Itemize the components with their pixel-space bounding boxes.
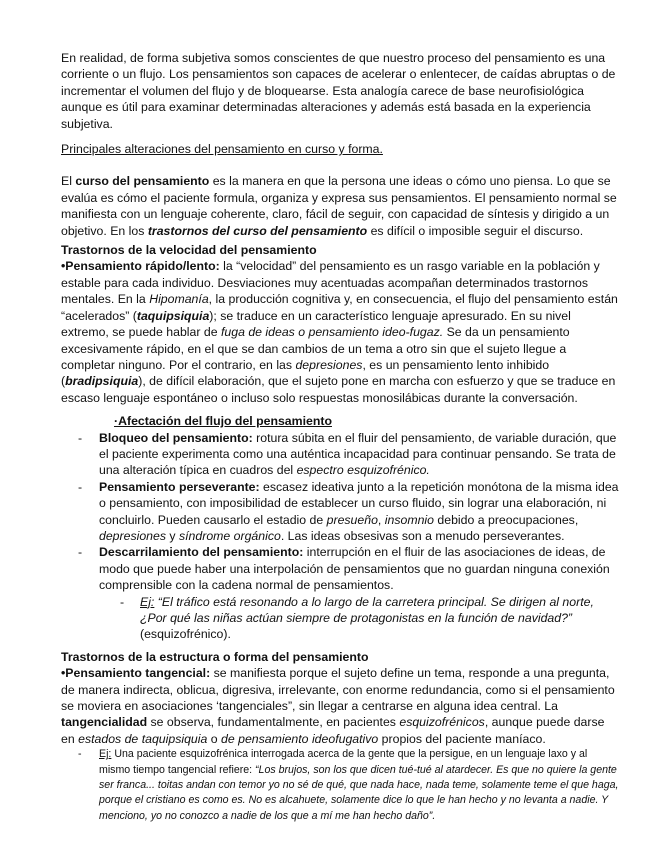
tangencial-example-quote: “Los brujos, son los que dicen tué-tué al atardecer. Es que no quiere la gente ser franca... toitas andan con temor yo no sé de qué, que nada hace, nada teme, solamente teme el que haga, porque el cristiano es como es. No es alcahuete, solamente dice lo que le han hecho y no levanta a nadie. Y menciono, yo no conozco a nadie de los que a mí me han hecho daño”. <box>99 763 619 822</box>
flujo-heading <box>61 413 621 429</box>
forma-italic-2: estados de taquipsiquia <box>78 731 208 746</box>
section-title: Principales alteraciones del pensamiento en curso y forma. <box>61 142 383 157</box>
velocidad-bold-lead: •Pensamiento rápido/lento: <box>61 259 220 274</box>
forma-heading: Trastornos de la estructura o forma del pensamiento <box>61 649 369 664</box>
document-page <box>61 50 621 824</box>
forma-example-list <box>61 747 621 824</box>
intro-paragraph: En realidad, de forma subjetiva somos conscientes de que nuestro proceso del pensamiento es una corriente o un flujo. Los pensamientos son capaces de acelerar o enlentecer, de caídas abruptas o de incrementar el volumen del flujo y de bloquearse. Esta analogía carece de base neurofisiológica aunque es útil para examinar determinadas alteraciones y además está basada en la experiencia subjetiva. <box>61 51 616 131</box>
forma-text-1: se manifiesta porque el sujeto define un tema, responde a una pregunta, de manera indirecta, oblicua, digresiva, irrelevante, con enorme redundancia, como si el pensamiento se moviera en asociaciones ‘tangenciales”, sin llegar a centrarse en alguna idea central. La <box>61 666 615 714</box>
list-item-tangencial-example <box>61 747 621 824</box>
flujo-list <box>61 430 621 594</box>
descarrilamiento-example <box>61 594 621 643</box>
list-item-perseverante <box>61 479 621 545</box>
forma-text-2: se observa, fundamentalmente, en pacientes <box>147 715 400 730</box>
perseverante-text-1: escasez ideativa junto a la repetición monótona de la misma idea o pensamiento, con imposibilidad de establecer un curso fluido, sin lograr una elaboración, ni concluirlo. Pueden causarlo el estadio de <box>99 479 619 527</box>
perseverante-text-2: , <box>377 512 385 527</box>
perseverante-italic-4: síndrome orgánico <box>178 528 281 543</box>
forma-bold-2: tangencialidad <box>61 715 148 730</box>
forma-italic-3: de pensamiento ideofugativo <box>221 731 379 746</box>
velocidad-italic-2: fuga de ideas o pensamiento ideo-fugaz. <box>220 325 444 340</box>
velocidad-italic-3: depresiones <box>295 357 363 372</box>
curso-bold-term: curso del pensamiento <box>75 174 210 189</box>
velocidad-text-4: Se da un pensamiento excesivamente rápido, en el que se dan cambios de un tema a otro sin que el sujeto llegue a completar ninguno. Por el contrario, en las <box>61 325 570 372</box>
bloqueo-text: rotura súbita en el fluir del pensamiento, de variable duración, que el paciente experimenta como una auténtica incapacidad para continuar pensando. Se trata de una alteración típica en cuadros del <box>99 430 617 478</box>
tangencial-example-label: Ej: <box>99 748 112 761</box>
forma-text-3: , aunque puede darse en <box>61 715 605 746</box>
example-tail: (esquizofrénico). <box>140 627 231 642</box>
velocidad-paragraph <box>61 258 621 406</box>
descarrilamiento-text: interrupción en el fluir de las asociaciones de ideas, de modo que puede haber una interpolación de pensamientos que no guardan ninguna conexión comprensible con la cadena normal de pensamientos. <box>99 545 610 593</box>
velocidad-bold-italic-1: taquipsiquia <box>136 308 210 323</box>
curso-bold-italic-term: trastornos del curso del pensamiento <box>147 223 368 238</box>
perseverante-text-5: . Las ideas obsesivas son a menudo perseverantes. <box>280 528 565 543</box>
forma-text-5: propios del paciente maníaco. <box>378 731 546 746</box>
forma-text-4: o <box>207 731 222 746</box>
velocidad-text-1: la “velocidad” del pensamiento es un rasgo variable en la población y estable para cada individuo. Desviaciones muy acentuadas acompañan determinados trastornos mentales. En la <box>61 259 600 307</box>
tangencial-example-text: Una paciente esquizofrénica interrogada acerca de la gente que la persigue, en un lenguaje laxo y al mismo tiempo tangencial refiere: <box>99 748 588 776</box>
forma-bold-lead: •Pensamiento tangencial: <box>61 666 211 681</box>
velocidad-text-2: , la producción cognitiva y, en consecuencia, el flujo del pensamiento están “acelerados” ( <box>61 292 618 323</box>
forma-italic-1: esquizofrénicos <box>399 715 485 730</box>
velocidad-text-6: ), de difícil elaboración, que el sujeto pone en marcha con esfuerzo y que se traduce en escaso lenguaje espontáneo o incluso solo respuestas monosilábicas durante la conversación. <box>61 374 616 405</box>
velocidad-heading: Trastornos de la velocidad del pensamiento <box>61 243 317 258</box>
perseverante-italic-2: insomnio <box>384 512 434 527</box>
velocidad-text-5: , es un pensamiento lento inhibido ( <box>61 357 550 389</box>
example-label: Ej: <box>140 594 155 609</box>
perseverante-text-4: y <box>166 528 179 543</box>
curso-text-3: es difícil o imposible seguir el discurso. <box>367 223 584 238</box>
velocidad-bold-italic-2: bradipsiquia <box>65 374 139 389</box>
forma-paragraph <box>61 665 621 747</box>
perseverante-term: Pensamiento perseverante: <box>99 479 260 494</box>
perseverante-italic-3: depresiones <box>99 528 166 543</box>
example-quote: “El tráfico está resonando a lo largo de la carretera principal. Se dirigen al norte, ¿Por qué las niñas actúan siempre de protagonistas en la función de navidad?” <box>140 594 594 625</box>
list-item-bloqueo <box>61 430 621 479</box>
list-item-descarrilamiento <box>61 544 621 593</box>
perseverante-italic-1: presueño <box>326 512 378 527</box>
velocidad-text-3: ); se traduce en un característico lenguaje apresurado. En su nivel extremo, se puede hablar de <box>61 308 571 340</box>
perseverante-text-3: debido a preocupaciones, <box>433 512 579 527</box>
bloqueo-term: Bloqueo del pensamiento: <box>99 430 253 445</box>
velocidad-italic-1: Hipomanía <box>149 292 209 307</box>
curso-text-1: El <box>61 174 76 189</box>
bloqueo-italic: espectro esquizofrénico. <box>296 463 430 478</box>
descarrilamiento-term: Descarrilamiento del pensamiento: <box>99 545 304 560</box>
flujo-heading-text: ·Afectación del flujo del pensamiento <box>114 414 332 429</box>
curso-paragraph <box>61 173 621 239</box>
curso-text-2: es la manera en que la persona une ideas o cómo uno piensa. Lo que se evalúa es cómo el paciente formula, organiza y expresa sus pensamientos. El pensamiento normal se manifiesta con un lenguaje coherente, claro, fácil de seguir, con capacidad de síntesis y dirigido a un objetivo. En los <box>61 174 617 238</box>
